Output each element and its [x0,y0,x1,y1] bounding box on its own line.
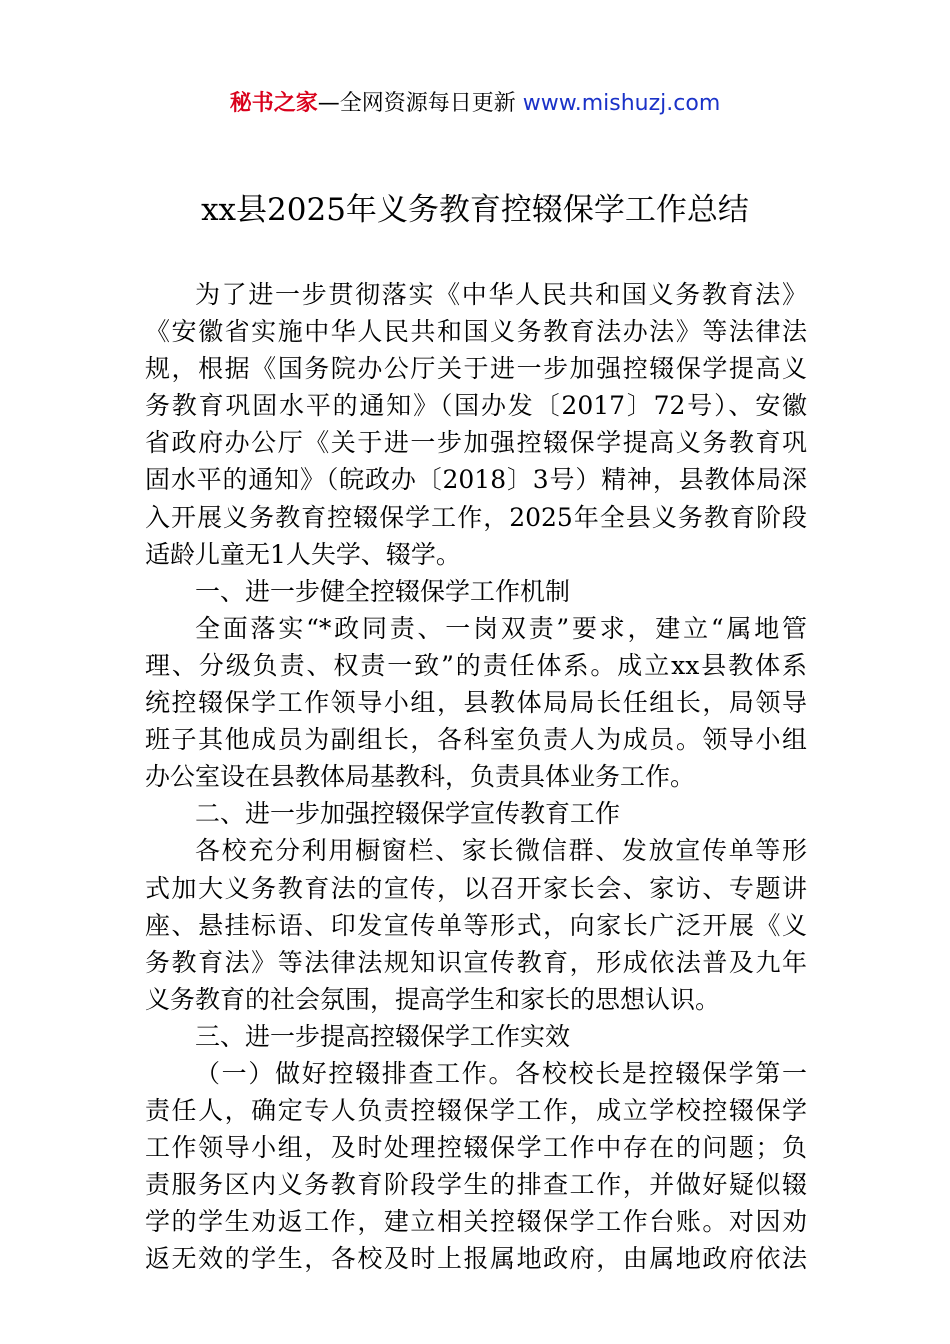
paragraph-line: 全面落实“*政同责、一岗双责”要求，建立“属地管 [195,613,807,643]
paragraph-line: 办公室设在县教体局基教科，负责具体业务工作。 [145,762,696,792]
paragraph-line: 式加大义务教育法的宣传，以召开家长会、家访、专题讲 [145,873,807,903]
paragraph-line: 工作领导小组，及时处理控辍保学工作中存在的问题；负 [145,1133,807,1163]
paragraph-line: 责服务区内义务教育阶段学生的排查工作，并做好疑似辍 [145,1170,807,1200]
site-header [0,88,950,120]
site-slogan: —全网资源每日更新 [317,91,523,116]
paragraph-line: （一）做好控辍排查工作。各校校长是控辍保学第一 [195,1058,807,1088]
paragraph-line: 规，根据《国务院办公厅关于进一步加强控辍保学提高义 [145,354,807,384]
paragraph-line: 适龄儿童无1人失学、辍学。 [145,539,461,569]
paragraph-line: 理、分级负责、权责一致”的责任体系。成立xx县教体系 [145,650,807,680]
paragraph-line: 为了进一步贯彻落实《中华人民共和国义务教育法》 [195,280,807,309]
paragraph-line: 统控辍保学工作领导小组，县教体局局长任组长，局领导 [145,688,807,718]
paragraph-line: 义务教育的社会氛围，提高学生和家长的思想认识。 [145,984,721,1014]
site-url-link[interactable]: www.mishuzj.com [522,91,721,116]
document-body [145,276,807,1278]
section-heading: 三、进一步提高控辍保学工作实效 [195,1021,571,1051]
paragraph-line: 《安徽省实施中华人民共和国义务教育法办法》等法律法 [145,317,807,347]
section-heading: 一、进一步健全控辍保学工作机制 [195,576,571,606]
paragraph-line: 省政府办公厅《关于进一步加强控辍保学提高义务教育巩 [145,428,807,458]
paragraph-line: 班子其他成员为副组长，各科室负责人为成员。领导小组 [145,725,807,755]
site-brand: 秘书之家 [229,91,318,116]
paragraph-line: 各校充分利用橱窗栏、家长微信群、发放宣传单等形 [195,836,807,866]
paragraph-line: 责任人，确定专人负责控辍保学工作，成立学校控辍保学 [145,1096,807,1126]
document-title: xx县2025年义务教育控辍保学工作总结 [201,192,749,228]
paragraph-line: 返无效的学生，各校及时上报属地政府，由属地政府依法 [145,1244,807,1274]
section-heading: 二、进一步加强控辍保学宣传教育工作 [195,799,621,829]
paragraph-line: 务教育巩固水平的通知》（国办发〔2017〕72号）、安徽 [145,391,807,421]
paragraph-line: 座、悬挂标语、印发宣传单等形式，向家长广泛开展《义 [145,910,807,940]
paragraph-line: 务教育法》等法律法规知识宣传教育，形成依法普及九年 [145,947,807,977]
paragraph-line: 固水平的通知》（皖政办〔2018〕3号）精神，县教体局深 [145,465,807,495]
paragraph-line: 入开展义务教育控辍保学工作，2025年全县义务教育阶段 [145,502,807,532]
paragraph-line: 学的学生劝返工作，建立相关控辍保学工作台账。对因劝 [145,1207,807,1237]
